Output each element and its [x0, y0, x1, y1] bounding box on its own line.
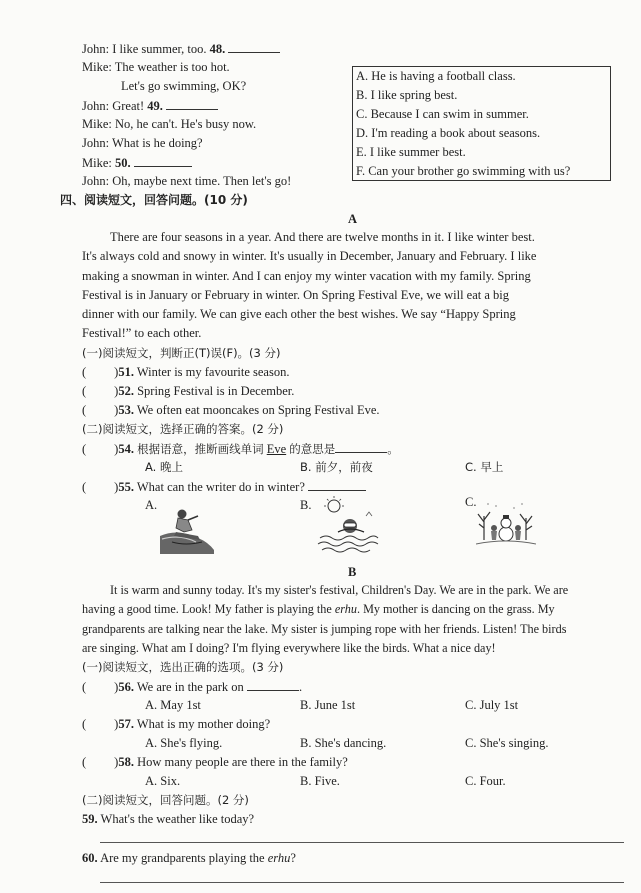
- snowman-picture[interactable]: [476, 500, 536, 550]
- dialogue-line-1: John: I like summer, too. 48.: [82, 40, 280, 57]
- q56-option-c[interactable]: C. July 1st: [465, 698, 519, 712]
- sledding-picture[interactable]: [158, 506, 216, 554]
- answer-blank-48[interactable]: [228, 40, 280, 53]
- passage-b-text: It is warm and sunny today. It's my sister's festival, Children's Day. We are in the park. We are having a good time. Look! My father is playing the erhu. My mother is dancing on the grass. My grandparents are talking near the lake. My sister is jumping rope with her friends. Listen! The birds are singing. What am I doing? I'm flying everywhere like the birds. What a nice day!: [82, 581, 625, 658]
- passage-b-part2-title: (二)阅读短文，回答问题。(2 分): [82, 793, 249, 807]
- option-f: F. Can your brother go swimming with us?: [356, 164, 571, 178]
- q55-option-a-label[interactable]: A.: [145, 498, 158, 512]
- swimming-picture[interactable]: [316, 496, 380, 554]
- question-56[interactable]: ( )56. We are in the park on .: [82, 680, 303, 694]
- dialogue-line-4: John: Great! 49.: [82, 97, 218, 114]
- passage-a-label: A: [348, 212, 358, 226]
- passage-a-text: There are four seasons in a year. And there are twelve months in it. I like winter best. It's always cold and snowy in winter. It's usually in December, January and February. I like making a snowman in winter. And I can enjoy my winter vacation with my family. Spring Festival is in January or February in winter. On Spring Festival Eve, we will eat a big dinner with our family. We can give each other the best wishes. We say “Happy Spring Festival!” to each other.: [82, 230, 537, 341]
- question-54[interactable]: ( )54. 根据语意，推断画线单词 Eve 的意思是 。: [82, 442, 399, 456]
- answer-blank-56[interactable]: [247, 678, 299, 691]
- dialogue-line-2: Mike: The weather is too hot.: [82, 60, 230, 74]
- q57-option-c[interactable]: C. She's singing.: [465, 736, 549, 750]
- q58-option-b[interactable]: B. Five.: [300, 774, 340, 788]
- erhu-word: erhu: [334, 602, 357, 617]
- answer-line-60[interactable]: [100, 882, 624, 883]
- question-60: 60. Are my grandparents playing the erhu?: [82, 851, 296, 865]
- question-55[interactable]: ( )55. What can the writer do in winter?: [82, 478, 366, 495]
- dialogue-line-3: Let's go swimming, OK?: [121, 79, 247, 93]
- q57-option-b[interactable]: B. She's dancing.: [300, 736, 387, 750]
- question-57[interactable]: ( )57. What is my mother doing?: [82, 717, 271, 731]
- option-a: A. He is having a football class.: [356, 69, 516, 83]
- answer-blank-49[interactable]: [166, 97, 218, 110]
- passage-a-part2-title: (二)阅读短文，选择正确的答案。(2 分): [82, 422, 284, 436]
- dialogue-line-7: Mike: 50.: [82, 154, 192, 171]
- option-e: E. I like summer best.: [356, 145, 466, 159]
- answer-blank-55[interactable]: [308, 478, 366, 491]
- question-59: 59. What's the weather like today?: [82, 812, 255, 826]
- q54-option-b[interactable]: B. 前夕，前夜: [300, 460, 373, 474]
- answer-blank-50[interactable]: [134, 154, 192, 167]
- q57-option-a[interactable]: A. She's flying.: [145, 736, 223, 750]
- q58-option-c[interactable]: C. Four.: [465, 774, 506, 788]
- passage-a-part1-title: (一)阅读短文，判断正(T)误(F)。(3 分): [82, 346, 281, 360]
- q54-option-a[interactable]: A. 晚上: [145, 460, 183, 474]
- dialogue-line-8: John: Oh, maybe next time. Then let's go!: [82, 174, 292, 188]
- option-d: D. I'm reading a book about seasons.: [356, 126, 541, 140]
- q55-option-b-label[interactable]: B.: [300, 498, 312, 512]
- q58-option-a[interactable]: A. Six.: [145, 774, 181, 788]
- passage-b-label: B: [348, 565, 357, 579]
- tf-row-52[interactable]: ( )52. Spring Festival is in December.: [82, 384, 295, 398]
- option-c: C. Because I can swim in summer.: [356, 107, 529, 121]
- passage-b-part1-title: (一)阅读短文，选出正确的选项。(3 分): [82, 660, 284, 674]
- dialogue-line-6: John: What is he doing?: [82, 136, 203, 150]
- q55-option-c-label[interactable]: C.: [465, 495, 477, 509]
- options-box: [352, 66, 611, 181]
- tf-row-51[interactable]: ( )51. Winter is my favourite season.: [82, 365, 290, 379]
- q54-option-c[interactable]: C. 早上: [465, 460, 504, 474]
- answer-line-59[interactable]: [100, 842, 624, 843]
- q56-option-a[interactable]: A. May 1st: [145, 698, 201, 712]
- question-58[interactable]: ( )58. How many people are there in the family?: [82, 755, 348, 769]
- option-b: B. I like spring best.: [356, 88, 458, 102]
- answer-blank-54[interactable]: [335, 440, 387, 453]
- passage-b-line-2: having a good time. Look! My father is playing the erhu. My mother is dancing on the grass. My: [82, 602, 555, 617]
- section-4-title: 四、阅读短文，回答问题。(10 分): [60, 193, 248, 207]
- q56-option-b[interactable]: B. June 1st: [300, 698, 356, 712]
- tf-row-53[interactable]: ( )53. We often eat mooncakes on Spring Festival Eve.: [82, 403, 380, 417]
- dialogue-line-5: Mike: No, he can't. He's busy now.: [82, 117, 257, 131]
